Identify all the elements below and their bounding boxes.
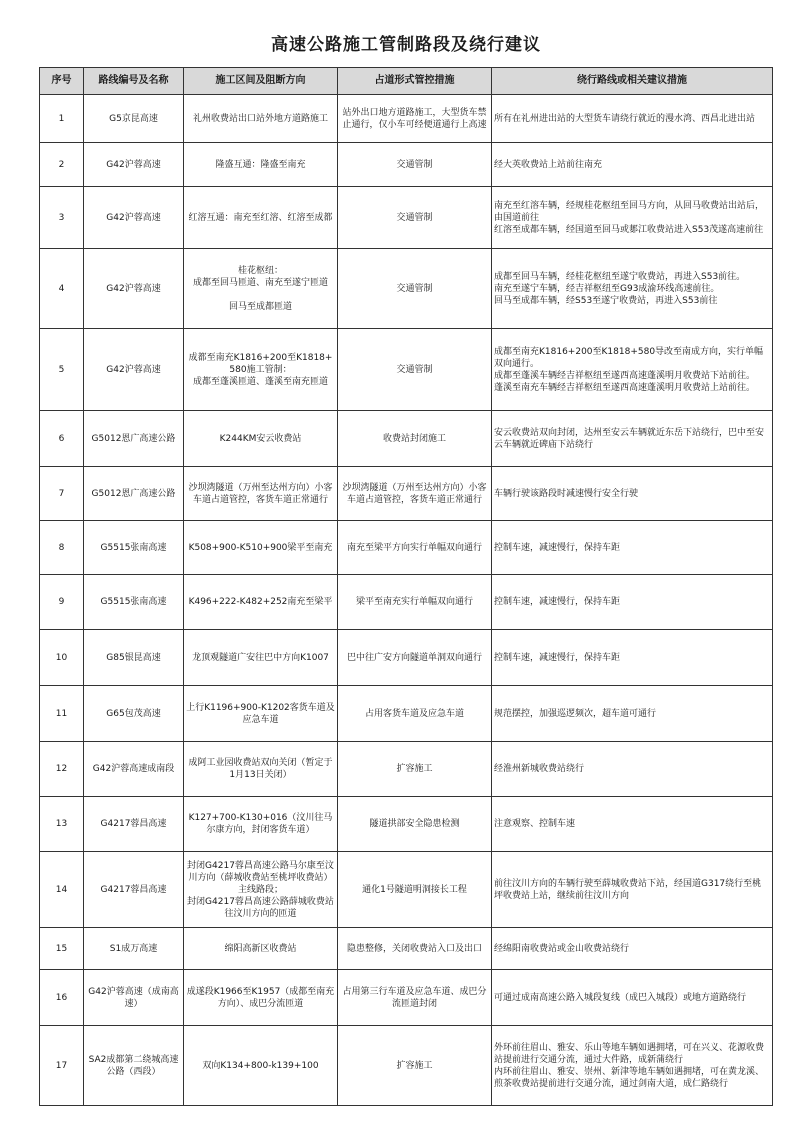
cell-route: G85银昆高速 <box>84 630 184 686</box>
cell-section: 上行K1196+900-K1202客货车道及应急车道 <box>184 686 338 742</box>
cell-form: 占用第三行车道及应急车道、成巴分流匝道封闭 <box>338 970 492 1026</box>
cell-detour: 注意观察、控制车速 <box>492 797 773 852</box>
cell-form: 隧道拱部安全隐患检测 <box>338 797 492 852</box>
construction-table <box>39 67 773 1106</box>
cell-seq: 15 <box>40 928 84 970</box>
cell-form: 隐患整修，关闭收费站入口及出口 <box>338 928 492 970</box>
cell-route: G5515张南高速 <box>84 521 184 575</box>
cell-section: 成阿工业园收费站双向关闭（暂定于1月13日关闭） <box>184 742 338 797</box>
cell-detour: 控制车速，减速慢行，保持车距 <box>492 521 773 575</box>
cell-seq: 5 <box>40 329 84 411</box>
cell-section: K496+222-K482+252南充至梁平 <box>184 575 338 630</box>
cell-detour: 可通过成南高速公路入城段复线（成巴入城段）或地方道路绕行 <box>492 970 773 1026</box>
table-row <box>40 797 773 852</box>
cell-route: G42沪蓉高速成南段 <box>84 742 184 797</box>
cell-section: 沙坝湾隧道（万州至达州方向）小客车道占道管控，客货车道正常通行 <box>184 467 338 521</box>
cell-section: K244KM安云收费站 <box>184 411 338 467</box>
cell-detour: 规范摆控，加强巡逻频次，超车道可通行 <box>492 686 773 742</box>
cell-route: G5515张南高速 <box>84 575 184 630</box>
cell-section: K127+700-K130+016（汶川往马尔康方向，封闭客货车道） <box>184 797 338 852</box>
cell-route: G5京昆高速 <box>84 95 184 143</box>
cell-route: G5012恩广高速公路 <box>84 467 184 521</box>
cell-detour: 所有在礼州进出站的大型货车请绕行就近的漫水湾、西昌北进出站 <box>492 95 773 143</box>
cell-route: G4217蓉昌高速 <box>84 852 184 928</box>
cell-section: 红溶互通：南充至红溶、红溶至成都 <box>184 187 338 249</box>
table-row <box>40 970 773 1026</box>
cell-detour: 南充至红溶车辆，经规桂花枢纽至回马方向，从回马收费站出站后，由国道前往 红溶至成都车辆，经国道至回马或郪江收费站进入S53茂遂高速前往 <box>492 187 773 249</box>
cell-form: 交通管制 <box>338 249 492 329</box>
cell-form: 巴中往广安方向隧道单洞双向通行 <box>338 630 492 686</box>
cell-detour: 成都至南充K1816+200至K1818+580导改至南成方向，实行单幅双向通行。 成都至蓬溪车辆经吉祥枢纽至遂西高速蓬溪明月收费站下站前往。 蓬溪至南充车辆经吉祥枢纽至遂西高速蓬溪明月收费站上站前往。 <box>492 329 773 411</box>
cell-seq: 1 <box>40 95 84 143</box>
table-row <box>40 928 773 970</box>
cell-route: G42沪蓉高速 <box>84 249 184 329</box>
cell-seq: 14 <box>40 852 84 928</box>
cell-section: 成遂段K1966至K1957（成都至南充方向）、成巴分流匝道 <box>184 970 338 1026</box>
cell-seq: 17 <box>40 1026 84 1106</box>
table-row <box>40 575 773 630</box>
table-row <box>40 630 773 686</box>
table-row <box>40 95 773 143</box>
cell-section: 绵阳高新区收费站 <box>184 928 338 970</box>
header-route: 路线编号及名称 <box>84 68 184 95</box>
cell-form: 扩容施工 <box>338 742 492 797</box>
cell-detour: 外环前往眉山、雅安、乐山等地车辆如遇拥堵，可在兴义、花源收费站提前进行交通分流，通过大件路，成新蒲绕行 内环前往眉山、雅安、崇州、新津等地车辆如遇拥堵，可在黄龙溪、煎茶收费站提前进行交通分流，通过剑南大道，成仁路绕行 <box>492 1026 773 1106</box>
table-row <box>40 143 773 187</box>
cell-detour: 安云收费站双向封闭，达州至安云车辆就近东岳下站绕行，巴中至安云车辆就近碑庙下站绕行 <box>492 411 773 467</box>
cell-section: 礼州收费站出口站外地方道路施工 <box>184 95 338 143</box>
cell-seq: 8 <box>40 521 84 575</box>
header-detour: 绕行路线或相关建议措施 <box>492 68 773 95</box>
cell-detour: 控制车速，减速慢行，保持车距 <box>492 575 773 630</box>
cell-form: 通化1号隧道明洞接长工程 <box>338 852 492 928</box>
cell-seq: 11 <box>40 686 84 742</box>
cell-form: 交通管制 <box>338 143 492 187</box>
cell-section: 双向K134+800-k139+100 <box>184 1026 338 1106</box>
cell-seq: 10 <box>40 630 84 686</box>
cell-route: G42沪蓉高速 <box>84 143 184 187</box>
cell-route: G42沪蓉高速（成南高速） <box>84 970 184 1026</box>
cell-section: 封闭G4217蓉昌高速公路马尔康至汶川方向（薛城收费站至桃坪收费站）主线路段； 封闭G4217蓉昌高速公路薛城收费站往汶川方向的匝道 <box>184 852 338 928</box>
cell-form: 交通管制 <box>338 329 492 411</box>
cell-seq: 2 <box>40 143 84 187</box>
cell-route: S1成万高速 <box>84 928 184 970</box>
header-form: 占道形式管控措施 <box>338 68 492 95</box>
cell-route: SA2成都第二绕城高速公路（西段） <box>84 1026 184 1106</box>
cell-detour: 成都至回马车辆，经桂花枢纽至遂宁收费站，再进入S53前往。 南充至遂宁车辆，经吉祥枢纽至G93成渝环线高速前往。 回马至成都车辆，经S53至遂宁收费站，再进入S53前往 <box>492 249 773 329</box>
cell-form: 南充至梁平方向实行单幅双向通行 <box>338 521 492 575</box>
cell-seq: 13 <box>40 797 84 852</box>
table-row <box>40 1026 773 1106</box>
table-row <box>40 329 773 411</box>
cell-route: G42沪蓉高速 <box>84 329 184 411</box>
table-row <box>40 742 773 797</box>
header-section: 施工区间及阻断方向 <box>184 68 338 95</box>
cell-route: G5012恩广高速公路 <box>84 411 184 467</box>
cell-detour: 经绵阳南收费站或金山收费站绕行 <box>492 928 773 970</box>
cell-section: 隆盛互通：隆盛至南充 <box>184 143 338 187</box>
table-row <box>40 249 773 329</box>
cell-form: 占用客货车道及应急车道 <box>338 686 492 742</box>
table-row <box>40 686 773 742</box>
table-row <box>40 187 773 249</box>
cell-form: 站外出口地方道路施工，大型货车禁止通行，仅小车可经便道通行上高速 <box>338 95 492 143</box>
cell-section: 成都至南充K1816+200至K1818+580施工管制： 成都至蓬溪匝道、蓬溪至南充匝道 <box>184 329 338 411</box>
table-row <box>40 467 773 521</box>
cell-detour: 前往汶川方向的车辆行驶至薛城收费站下站，经国道G317绕行至桃坪收费站上站，继续前往汶川方向 <box>492 852 773 928</box>
cell-seq: 7 <box>40 467 84 521</box>
cell-section: K508+900-K510+900梁平至南充 <box>184 521 338 575</box>
cell-section: 龙顶观隧道广安往巴中方向K1007 <box>184 630 338 686</box>
cell-detour: 经大英收费站上站前往南充 <box>492 143 773 187</box>
cell-section: 桂花枢纽： 成都至回马匝道、南充至遂宁匝道 回马至成都匝道 <box>184 249 338 329</box>
cell-form: 梁平至南充实行单幅双向通行 <box>338 575 492 630</box>
cell-seq: 16 <box>40 970 84 1026</box>
cell-form: 交通管制 <box>338 187 492 249</box>
cell-route: G42沪蓉高速 <box>84 187 184 249</box>
header-seq: 序号 <box>40 68 84 95</box>
cell-form: 扩容施工 <box>338 1026 492 1106</box>
cell-detour: 控制车速，减速慢行，保持车距 <box>492 630 773 686</box>
table-row <box>40 521 773 575</box>
table-header-row <box>40 68 773 95</box>
cell-seq: 6 <box>40 411 84 467</box>
cell-seq: 3 <box>40 187 84 249</box>
document-title: 高速公路施工管制路段及绕行建议 <box>271 35 541 55</box>
cell-route: G65包茂高速 <box>84 686 184 742</box>
table-row <box>40 852 773 928</box>
cell-form: 收费站封闭施工 <box>338 411 492 467</box>
cell-form: 沙坝湾隧道（万州至达州方向）小客车道占道管控，客货车道正常通行 <box>338 467 492 521</box>
cell-detour: 车辆行驶该路段时减速慢行安全行驶 <box>492 467 773 521</box>
cell-seq: 9 <box>40 575 84 630</box>
cell-detour: 经淮州新城收费站绕行 <box>492 742 773 797</box>
cell-seq: 12 <box>40 742 84 797</box>
table-row <box>40 411 773 467</box>
cell-seq: 4 <box>40 249 84 329</box>
cell-route: G4217蓉昌高速 <box>84 797 184 852</box>
